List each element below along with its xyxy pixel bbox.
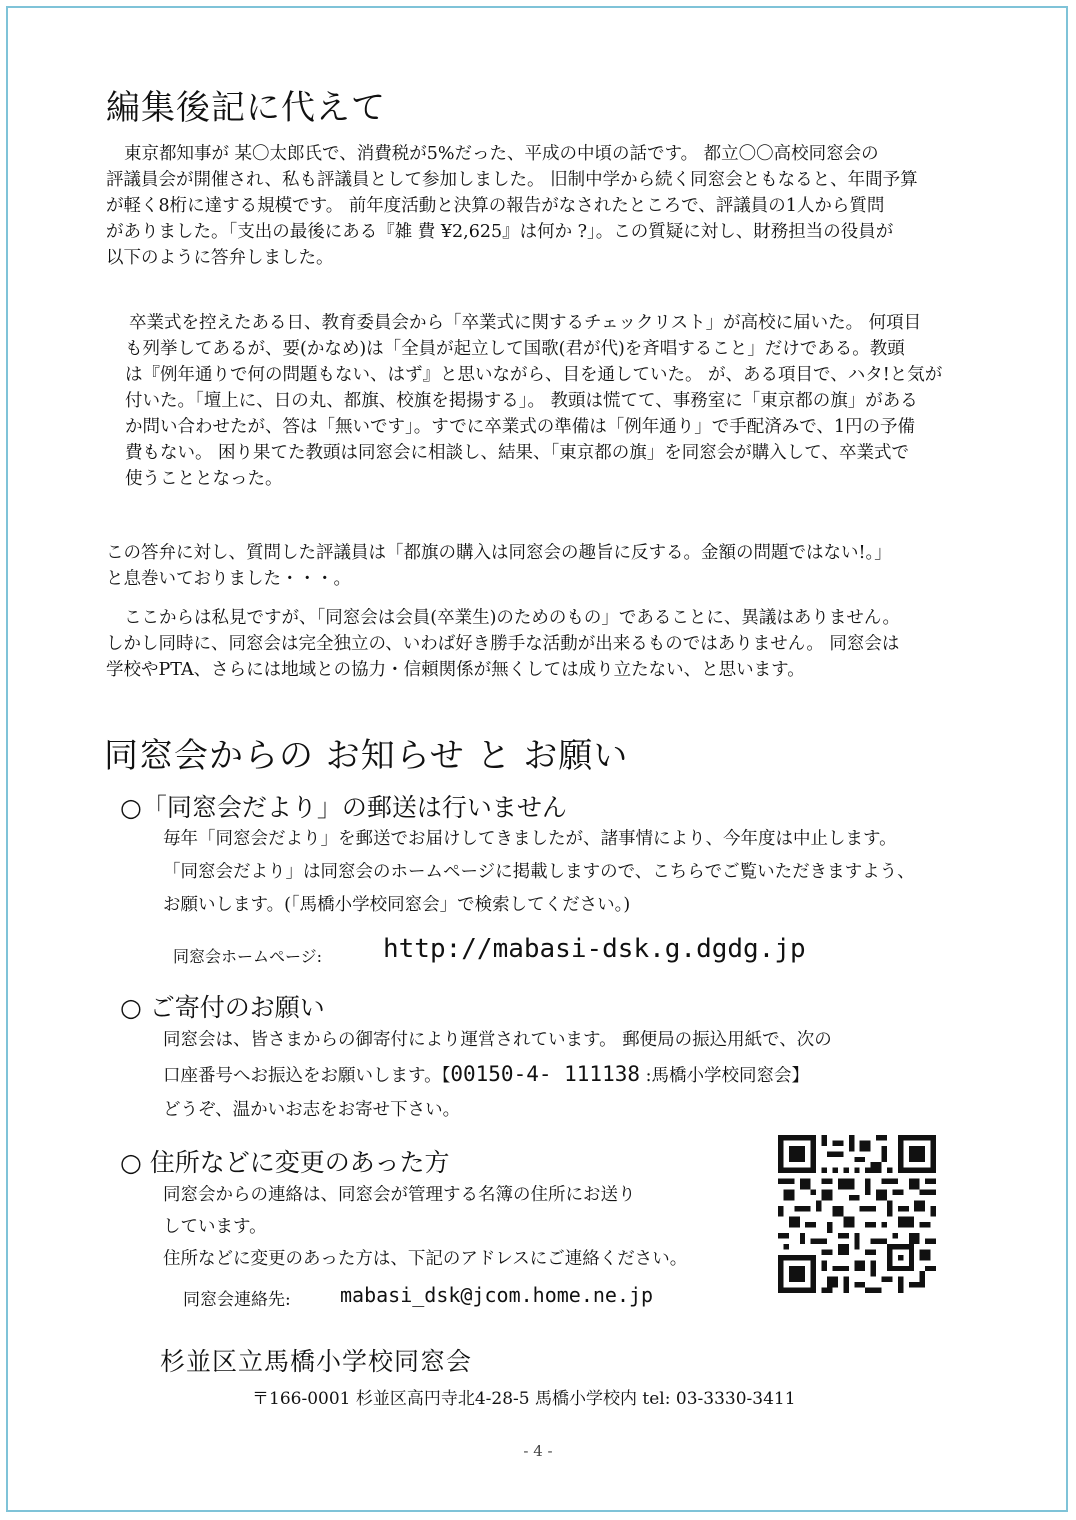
text-line: と息巻いておりました・・・。: [106, 569, 351, 589]
contact-label: 同窓会連絡先:: [183, 1290, 291, 1310]
text-line: お願いします。(「馬橋小学校同窓会」で検索してください。): [163, 895, 631, 915]
text-line: 東京都知事が 某〇太郎氏で、消費税が5%だった、平成の中頃の話です。 都立〇〇高校同窓会の: [124, 144, 879, 164]
qr-code-image: [778, 1135, 936, 1293]
text-line: 付いた。「壇上に、日の丸、都旗、校旗を掲揚する」。 教頭は慌てて、事務室に「東京都の旗」がある: [125, 391, 918, 411]
text-line: 卒業式を控えたある日、教育委員会から「卒業式に関するチェックリスト」が高校に届いた。 何項目: [129, 313, 922, 333]
notice-item-1-heading: ○「同窓会だより」の郵送は行いません: [120, 793, 567, 822]
text-line: 費もない。 困り果てた教頭は同窓会に相談し、結果、「東京都の旗」を同窓会が購入して、卒業式で: [125, 443, 909, 463]
notice-item-3-body: [163, 1182, 687, 1272]
text-line: は『例年通りで何の問題もない、はず』と思いながら、目を通していた。 が、ある項目で、ハタ!と気が: [125, 365, 943, 385]
editorial-paragraph-2: [106, 540, 892, 592]
page-number: - 4 -: [523, 1442, 553, 1460]
notice-title: 同窓会からの お知らせ と お願い: [104, 736, 629, 776]
text-line: [163, 1061, 832, 1089]
text-line: 同窓会は、皆さまからの御寄付により運営されています。 郵便局の振込用紙で、次の: [163, 1030, 832, 1050]
text-line: 学校やPTA、さらには地域との協力・信頼関係が無くしては成り立たない、と思います。: [106, 660, 805, 680]
text-line: も列挙してあるが、要(かなめ)は「全員が起立して国歌(君が代)を斉唱すること」だけである。教頭: [125, 339, 905, 359]
homepage-label: 同窓会ホームページ:: [173, 947, 323, 966]
organization-name: 杉並区立馬橋小学校同窓会: [160, 1347, 473, 1376]
text-line: しかし同時に、同窓会は完全独立の、いわば好き勝手な活動が出来るものではありません。 同窓会は: [106, 634, 900, 654]
editorial-title: 編集後記に代えて: [106, 88, 386, 128]
text-line: どうぞ、温かいお志をお寄せ下さい。: [163, 1100, 461, 1120]
notice-item-3-heading: ○ 住所などに変更のあった方: [120, 1148, 450, 1177]
text-line: 「同窓会だより」は同窓会のホームページに掲載しますので、こちらでご覧いただきますよう、: [163, 862, 915, 882]
text-line: ここからは私見ですが、「同窓会は会員(卒業生)のためのもの」であることに、異議はありません。: [124, 608, 900, 628]
text-line: が軽く8桁に達する規模です。 前年度活動と決算の報告がなされたところで、評議員の1人から質問: [106, 196, 885, 216]
text-line: 毎年「同窓会だより」を郵送でお届けしてきましたが、諸事情により、今年度は中止します。: [163, 829, 897, 849]
text-line: 同窓会からの連絡は、同窓会が管理する名簿の住所にお送り: [163, 1185, 636, 1205]
notice-item-2-heading: ○ ご寄付のお願い: [120, 993, 325, 1022]
editorial-quote: [125, 310, 942, 492]
editorial-paragraph-3: [106, 605, 900, 683]
notice-item-1-body: [163, 826, 915, 918]
editorial-paragraph-1: [106, 141, 918, 271]
text-line: 以下のように答弁しました。: [106, 248, 334, 268]
organization-address: 〒166-0001 杉並区高円寺北4-28-5 馬橋小学校内 tel: 03-3330-3411: [252, 1389, 796, 1409]
account-prefix: 口座番号へお振込をお願いします。【: [163, 1066, 451, 1086]
text-line: しています。: [163, 1217, 267, 1237]
notice-item-2-body: [163, 1027, 832, 1123]
text-line: 使うこととなった。: [125, 469, 283, 489]
account-number: 00150-4- 111138: [450, 1062, 641, 1086]
contact-email-link[interactable]: mabasi_dsk@jcom.home.ne.jp: [340, 1283, 654, 1307]
text-line: 住所などに変更のあった方は、下記のアドレスにご連絡ください。: [163, 1249, 688, 1269]
account-suffix: :馬橋小学校同窓会】: [640, 1066, 809, 1086]
text-line: 評議員会が開催され、私も評議員として参加しました。 旧制中学から続く同窓会ともなると、年間予算: [106, 170, 918, 190]
text-line: がありました。「支出の最後にある『雑 費 ¥2,625』は何か ?」。この質疑に対し、財務担当の役員が: [106, 222, 894, 242]
text-line: か問い合わせたが、答は「無いです」。すでに卒業式の準備は「例年通り」で手配済みで、1円の予備: [125, 417, 916, 437]
homepage-link[interactable]: http://mabasi-dsk.g.dgdg.jp: [383, 934, 806, 964]
text-line: この答弁に対し、質問した評議員は「都旗の購入は同窓会の趣旨に反する。金額の問題ではない!。」: [106, 543, 892, 563]
